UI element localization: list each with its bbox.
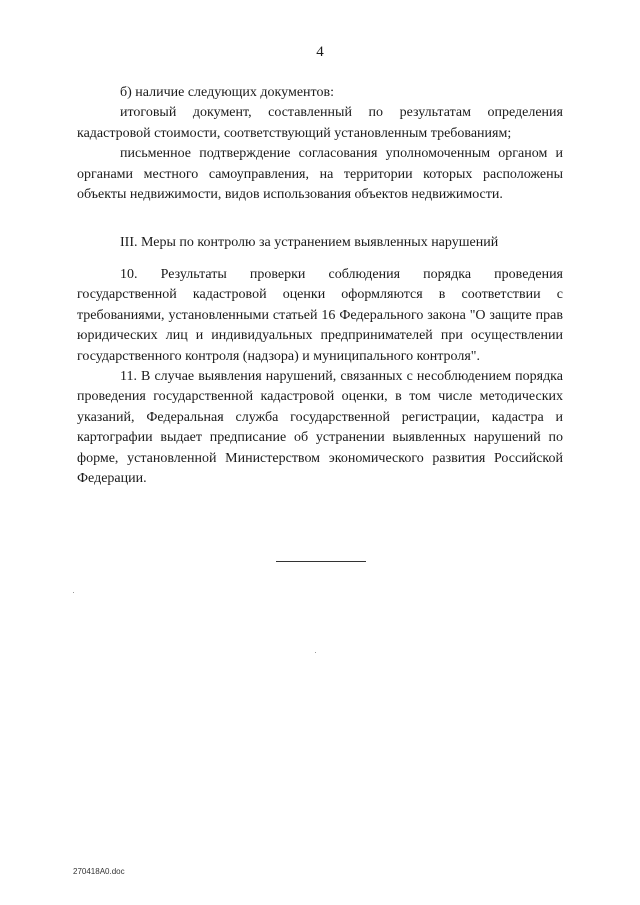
paragraph-b-heading: б) наличие следующих документов: <box>120 85 334 100</box>
document-code: 270418A0.doc <box>73 867 125 876</box>
paragraph-10: 10. Результаты проверки соблюдения порядка проведения государственной кадастровой оценки оформляются в соответствии с требованиями, установленными статьей 16 Федерального закона "О защите прав юридических лиц и индивидуальных предпринимателей при осуществлении государственного контроля (надзора) и муниципального контроля". <box>77 267 563 364</box>
scan-speck <box>315 652 316 653</box>
paragraph-11: 11. В случае выявления нарушений, связанных с несоблюдением порядка проведения государственной кадастровой оценки, в том числе методических указаний, Федеральная служба государственной регистрации, кадастра и картографии выдает предписание об устранении выявленных нарушений по форме, установленной Министерством экономического развития Российской Федерации. <box>77 369 563 487</box>
section-3-text <box>77 265 563 489</box>
section-3-heading: III. Меры по контролю за устранением выявленных нарушений <box>120 235 499 250</box>
section-a-text <box>77 83 563 205</box>
page-number: 4 <box>316 44 324 60</box>
end-divider-line <box>276 561 366 562</box>
paragraph-written-confirmation: письменное подтверждение согласования уполномоченным органом и органами местного самоуправления, на территории которых расположены объекты недвижимости, видов использования объектов недвижимости. <box>77 146 563 203</box>
scan-speck <box>73 592 74 593</box>
paragraph-final-document: итоговый документ, составленный по результатам определения кадастровой стоимости, соответствующий установленным требованиям; <box>77 105 563 141</box>
